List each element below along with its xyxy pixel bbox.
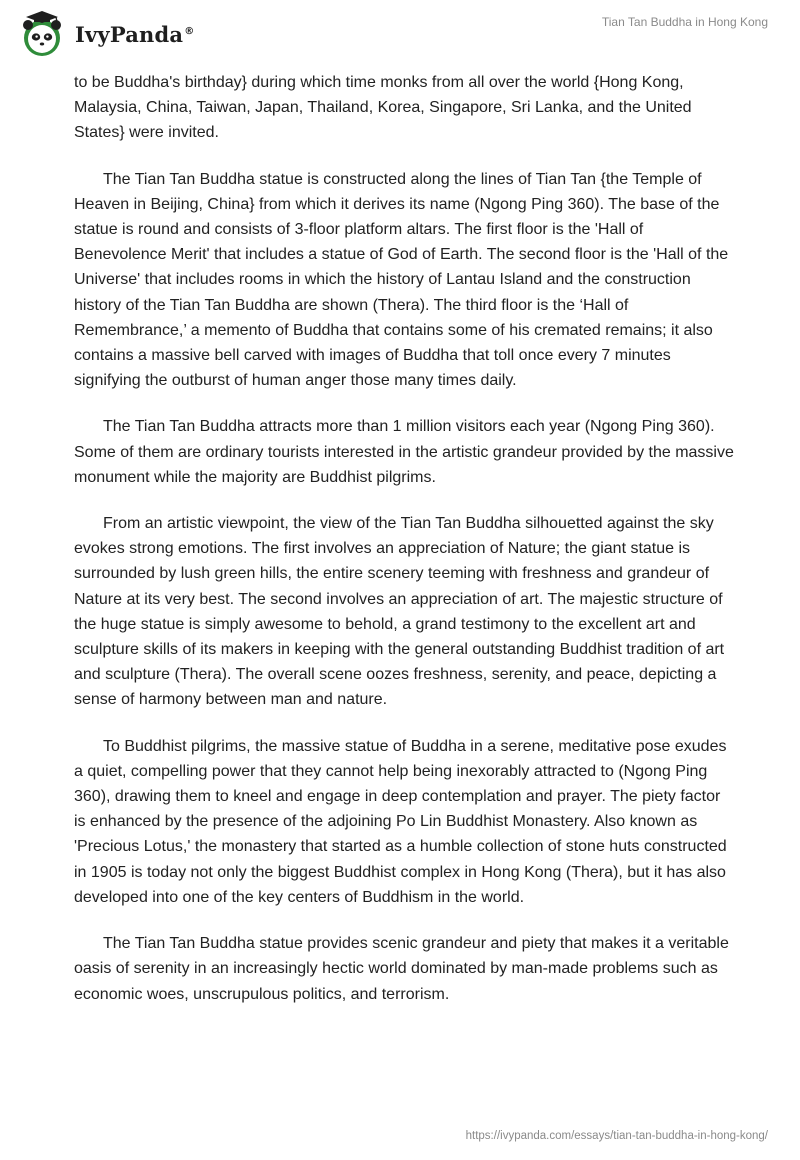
registered-mark: ®	[184, 25, 195, 37]
panda-logo-icon	[16, 8, 68, 60]
paragraph: To Buddhist pilgrims, the massive statue of Buddha in a serene, meditative pose exudes a quiet, compelling power that they cannot help being inexorably attracted to (Ngong Ping 360), drawing them to kneel and engage in deep contemplation and prayer. The piety factor is enhanced by the presence of the adjoining Po Lin Buddhist Monastery. Also known as 'Precious Lotus,' the monastery that started as a humble collection of stone huts constructed in 1905 is today not only the biggest Buddhist complex in Hong Kong (Thera), but it has also developed into one of the key centers of Buddhism in the world.	[74, 737, 727, 906]
essay-body	[74, 70, 734, 1028]
paragraph: The Tian Tan Buddha statue is constructed along the lines of Tian Tan {the Temple of Heaven in Beijing, China} from which it derives its name (Ngong Ping 360). The base of the statue is round and consists of 3-floor platform altars. The first floor is the 'Hall of Benevolence Merit' that includes a statue of God of Earth. The second floor is the 'Hall of the Universe' that includes rooms in which the history of Lantau Island and the construction history of the Tian Tan Buddha are shown (Thera). The third floor is the ‘Hall of Remembrance,’ a memento of Buddha that contains some of his cremated remains; it also contains a massive bell carved with images of Buddha that toll once every 7 minutes signifying the outburst of human anger those many times daily.	[74, 170, 729, 390]
paragraph: From an artistic viewpoint, the view of the Tian Tan Buddha silhouetted against the sky evokes strong emotions. The first involves an appreciation of Nature; the giant statue is surrounded by lush green hills, the entire scenery teeming with freshness and grandeur of Nature at its very best. The second involves an appreciation of art. The majestic structure of the huge statue is simply awesome to behold, a grand testimony to the excellent art and sculpture skills of its makers in keeping with the general outstanding Buddhist tradition of art and sculpture (Thera). The overall scene oozes freshness, serenity, and peace, depicting a sense of harmony between man and nature.	[74, 515, 725, 709]
source-url-link[interactable]: https://ivypanda.com/essays/tian-tan-buddha-in-hong-kong/	[465, 1130, 768, 1142]
brand-name: IvyPanda®	[75, 21, 195, 47]
paragraph: The Tian Tan Buddha attracts more than 1 million visitors each year (Ngong Ping 360). Some of them are ordinary tourists interested in the artistic grandeur provided by the massive monument while the majority are Buddhist pilgrims.	[74, 418, 734, 486]
running-title: Tian Tan Buddha in Hong Kong	[601, 15, 768, 29]
paragraph-continued: to be Buddha's birthday} during which time monks from all over the world {Hong Kong, Malaysia, China, Taiwan, Japan, Thailand, Korea, Singapore, Sri Lanka, and the United States} were invited.	[74, 74, 692, 142]
paragraph: The Tian Tan Buddha statue provides scenic grandeur and piety that makes it a veritable oasis of serenity in an increasingly hectic world dominated by man-made problems such as economic woes, unscrupulous politics, and terrorism.	[74, 935, 729, 1003]
brand-logo[interactable]	[16, 8, 194, 60]
page-header	[0, 0, 800, 72]
